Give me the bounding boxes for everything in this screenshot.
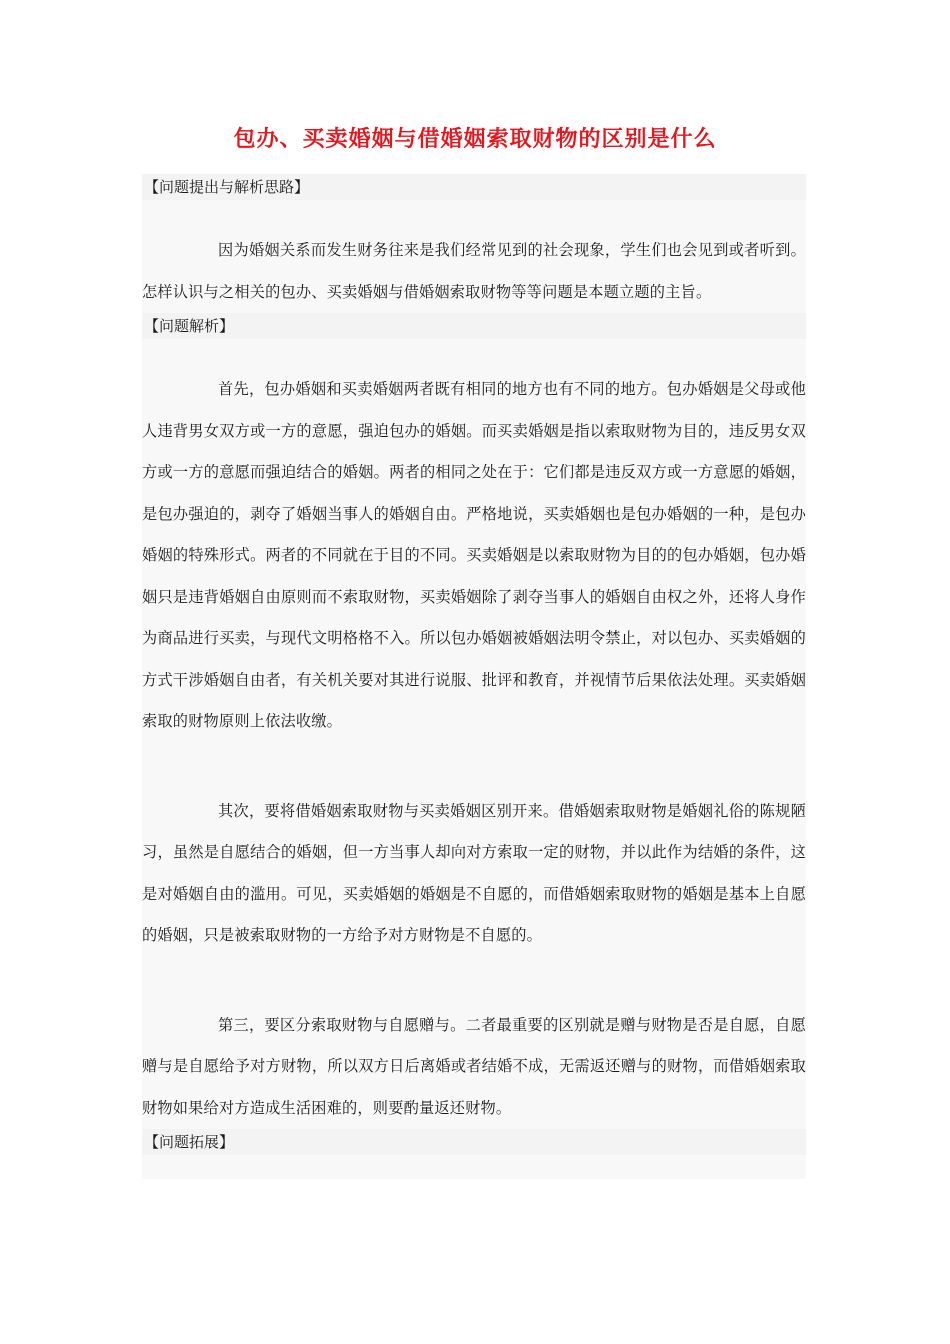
section-heading-extension: 【问题拓展】 (142, 1129, 806, 1155)
document-body (142, 174, 806, 1179)
analysis-paragraph-2: 其次，要将借婚姻索取财物与买卖婚姻区别开来。借婚姻索取财物是婚姻礼俗的陈规陋习，虽然是自愿结合的婚姻，但一方当事人却向对方索取一定的财物，并以此作为结婚的条件，这是对婚姻自由的滥用。可见，买卖婚姻的婚姻是不自愿的，而借婚姻索取财物的婚姻是基本上自愿的婚姻，只是被索取财物的一方给予对方财物是不自愿的。 (142, 801, 806, 944)
intro-paragraph: 因为婚姻关系而发生财务往来是我们经常见到的社会现象，学生们也会见到或者听到。怎样认识与之相关的包办、买卖婚姻与借婚姻索取财物等等问题是本题立题的主旨。 (142, 241, 806, 301)
analysis-paragraph-1: 首先，包办婚姻和买卖婚姻两者既有相同的地方也有不同的地方。包办婚姻是父母或他人违背男女双方或一方的意愿，强迫包办的婚姻。而买卖婚姻是指以索取财物为目的，违反男女双方或一方的意愿而强迫结合的婚姻。两者的相同之处在于：它们都是违反双方或一方意愿的婚姻，是包办强迫的，剥夺了婚姻当事人的婚姻自由。严格地说，买卖婚姻也是包办婚姻的一种，是包办婚姻的特殊形式。两者的不同就在于目的不同。买卖婚姻是以索取财物为目的的包办婚姻，包办婚姻只是违背婚姻自由原则而不索取财物，买卖婚姻除了剥夺当事人的婚姻自由权之外，还将人身作为商品进行买卖，与现代文明格格不入。所以包办婚姻被婚姻法明令禁止，对以包办、买卖婚姻的方式干涉婚姻自由者，有关机关要对其进行说服、批评和教育，并视情节后果依法处理。买卖婚姻索取的财物原则上依法收缴。 (142, 380, 806, 730)
analysis-paragraph-3: 第三，要区分索取财物与自愿赠与。二者最重要的区别就是赠与财物是否是自愿，自愿赠与是自愿给予对方财物，所以双方日后离婚或者结婚不成，无需返还赠与的财物，而借婚姻索取财物如果给对方造成生活困难的，则要酌量返还财物。 (142, 1015, 806, 1117)
document-title: 包办、买卖婚姻与借婚姻索取财物的区别是什么 (233, 127, 717, 152)
section-heading-analysis: 【问题解析】 (142, 313, 806, 339)
section-heading-intro: 【问题提出与解析思路】 (142, 174, 806, 200)
